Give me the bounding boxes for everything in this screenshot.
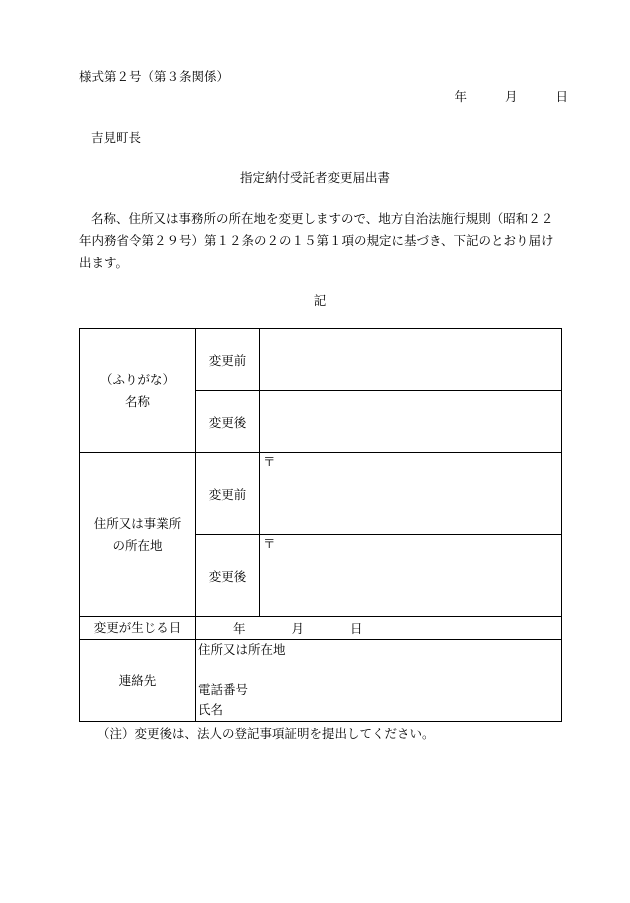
address-before-label: 変更前 (196, 453, 260, 535)
table-row-contact (80, 640, 562, 722)
contact-spacer (196, 660, 561, 680)
change-date-month: 月 (291, 621, 304, 636)
ki-heading: 記 (313, 293, 327, 308)
body-text: 名称、住所又は事務所の所在地を変更しますので、地方自治法施行規則（昭和２２年内務省令第２９号）第１２条の２の１５第１項の規定に基づき、下記のとおり届け出ます。 (79, 211, 554, 270)
contact-label: 連絡先 (80, 640, 196, 722)
address-label-cell (80, 453, 196, 617)
date-month-label: 月 (505, 89, 518, 104)
notification-table (79, 328, 562, 722)
postal-mark: 〒 (263, 454, 276, 469)
address-after-field[interactable] (260, 535, 562, 617)
name-before-label: 変更前 (196, 329, 260, 391)
postal-mark: 〒 (263, 536, 276, 551)
address-label-line2: の所在地 (112, 537, 163, 553)
date-line (455, 87, 568, 105)
change-date-day: 日 (349, 621, 363, 636)
table-row-name-before (80, 329, 562, 391)
document-title: 指定納付受託者変更届出書 (239, 170, 390, 185)
name-label: 名称 (124, 393, 150, 409)
date-day-label: 日 (555, 89, 568, 104)
change-date-year: 年 (233, 621, 246, 636)
name-after-field[interactable] (260, 391, 562, 453)
furigana-label: （ふりがな） (99, 371, 175, 387)
change-date-field[interactable] (196, 617, 562, 640)
address-before-field[interactable] (260, 453, 562, 535)
contact-name-label: 氏名 (198, 702, 224, 717)
name-label-cell (80, 329, 196, 453)
addressee: 吉見町長 (91, 130, 142, 145)
table-row-address-before (80, 453, 562, 535)
note-text: （注）変更後は、法人の登記事項証明を提出してください。 (97, 726, 435, 741)
table-row-change-date (80, 617, 562, 640)
form-number: 様式第２号（第３条関係） (79, 69, 230, 84)
name-before-field[interactable] (260, 329, 562, 391)
address-after-label: 変更後 (196, 535, 260, 617)
contact-field[interactable] (196, 640, 562, 722)
date-year-label: 年 (454, 89, 468, 104)
change-date-label: 変更が生じる日 (80, 617, 196, 640)
contact-address-label: 住所又は所在地 (198, 642, 286, 657)
address-label-line1: 住所又は事業所 (93, 515, 182, 531)
name-after-label: 変更後 (196, 391, 260, 453)
contact-phone-label: 電話番号 (198, 682, 249, 697)
